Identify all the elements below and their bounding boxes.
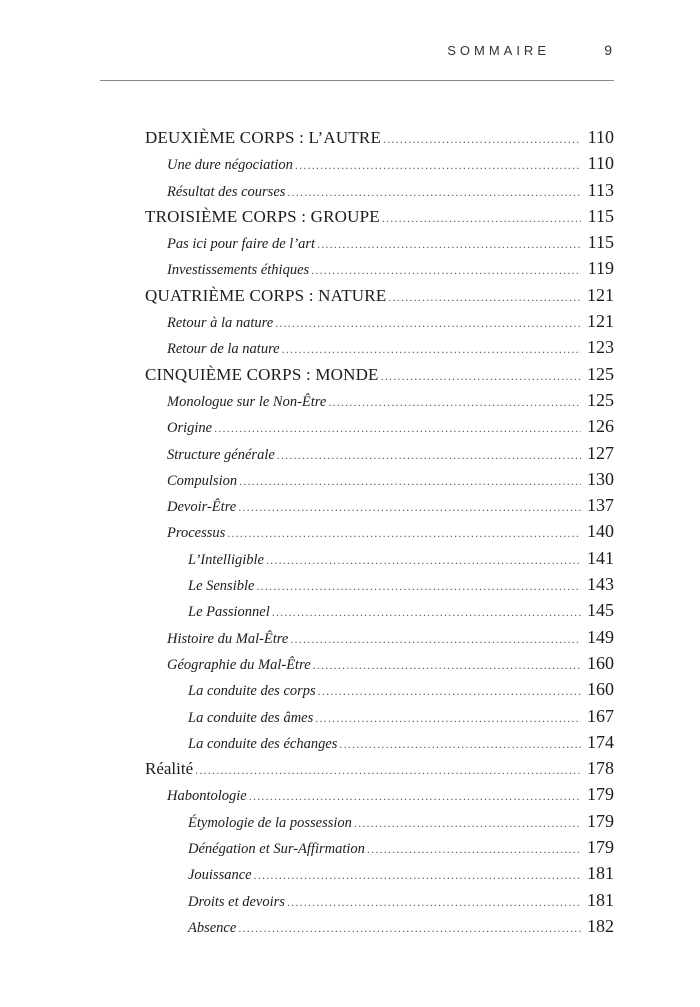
toc-entry-title: Pas ici pour faire de l’art xyxy=(167,236,316,253)
toc-entry-page: 110 xyxy=(587,153,614,174)
dot-leader xyxy=(266,553,581,568)
toc-entry-page: 110 xyxy=(587,127,614,147)
dot-leader xyxy=(388,290,581,305)
toc-entry-page: 167 xyxy=(587,705,614,726)
toc-entry-title: Processus xyxy=(167,525,226,542)
toc-entry-page: 160 xyxy=(587,679,614,700)
toc-entry[interactable] xyxy=(145,285,614,311)
toc-entry[interactable] xyxy=(145,653,614,679)
toc-entry-page: 115 xyxy=(587,232,614,253)
dot-leader xyxy=(315,711,581,726)
toc-entry-page: 179 xyxy=(587,837,614,858)
toc-entry-title: Retour de la nature xyxy=(167,341,280,358)
toc-entry-title: QUATRIÈME CORPS : NATURE xyxy=(145,285,387,305)
dot-leader xyxy=(367,842,581,857)
toc-entry-title: L’Intelligible xyxy=(188,551,264,568)
toc-entry[interactable] xyxy=(145,732,614,758)
toc-entry-page: 127 xyxy=(587,442,614,463)
toc-entry[interactable] xyxy=(145,574,614,600)
toc-entry-title: CINQUIÈME CORPS : MONDE xyxy=(145,364,379,384)
toc-entry-page: 160 xyxy=(587,652,614,673)
toc-entry[interactable] xyxy=(145,548,614,574)
dot-leader xyxy=(295,158,581,173)
toc-entry-title: Devoir-Être xyxy=(167,499,237,516)
dot-leader xyxy=(277,448,581,463)
toc-entry-page: 181 xyxy=(587,863,614,884)
toc-entry[interactable] xyxy=(145,311,614,337)
toc-entry-title: Compulsion xyxy=(167,472,238,489)
dot-leader xyxy=(214,421,581,436)
toc-entry-title: DEUXIÈME CORPS : L’AUTRE xyxy=(145,128,382,147)
toc-entry-page: 130 xyxy=(587,468,614,489)
toc-entry-page: 178 xyxy=(587,758,614,779)
dot-leader xyxy=(227,526,581,541)
toc-entry-title: La conduite des échanges xyxy=(188,735,338,752)
dot-leader xyxy=(381,369,581,384)
table-of-contents xyxy=(145,127,614,942)
toc-entry-page: 143 xyxy=(587,574,614,595)
toc-entry[interactable] xyxy=(145,679,614,705)
toc-entry-page: 126 xyxy=(587,416,614,437)
dot-leader xyxy=(328,395,581,410)
dot-leader xyxy=(249,789,581,804)
toc-entry-title: Histoire du Mal-Être xyxy=(167,630,289,647)
toc-entry-title: Le Sensible xyxy=(188,578,255,595)
toc-entry[interactable] xyxy=(145,206,614,232)
toc-entry[interactable] xyxy=(145,390,614,416)
dot-leader xyxy=(287,895,581,910)
toc-entry-page: 119 xyxy=(587,258,614,279)
toc-entry[interactable] xyxy=(145,469,614,495)
toc-entry[interactable] xyxy=(145,364,614,390)
dot-leader xyxy=(339,737,581,752)
dot-leader xyxy=(383,132,581,147)
toc-entry-title: Retour à la nature xyxy=(167,315,274,332)
dot-leader xyxy=(287,185,581,200)
dot-leader xyxy=(282,342,581,357)
toc-entry-page: 137 xyxy=(587,495,614,516)
dot-leader xyxy=(275,316,581,331)
toc-entry[interactable] xyxy=(145,495,614,521)
toc-entry-page: 149 xyxy=(587,626,614,647)
toc-entry-page: 121 xyxy=(587,311,614,332)
toc-entry[interactable] xyxy=(145,153,614,179)
dot-leader xyxy=(354,816,581,831)
toc-entry-title: La conduite des âmes xyxy=(188,709,314,726)
toc-entry[interactable] xyxy=(145,890,614,916)
toc-entry-title: Investissements éthiques xyxy=(167,262,310,279)
toc-entry-page: 125 xyxy=(587,389,614,410)
toc-entry-page: 113 xyxy=(587,179,614,200)
dot-leader xyxy=(313,658,581,673)
toc-entry-title: Géographie du Mal-Être xyxy=(167,656,311,673)
toc-entry-page: 179 xyxy=(587,784,614,805)
toc-entry-title: Réalité xyxy=(145,759,194,779)
toc-entry[interactable] xyxy=(145,811,614,837)
toc-entry-page: 181 xyxy=(587,889,614,910)
toc-entry[interactable] xyxy=(145,600,614,626)
toc-entry-page: 125 xyxy=(587,363,614,384)
toc-entry-page: 115 xyxy=(587,205,614,226)
toc-entry-page: 182 xyxy=(587,915,614,936)
toc-entry-title: Jouissance xyxy=(188,867,252,884)
toc-entry[interactable] xyxy=(145,837,614,863)
toc-entry-page: 140 xyxy=(587,521,614,542)
toc-entry-title: La conduite des corps xyxy=(188,683,316,700)
dot-leader xyxy=(311,263,581,278)
toc-entry-title: TROISIÈME CORPS : GROUPE xyxy=(145,206,380,226)
toc-entry-title: Résultat des courses xyxy=(167,183,286,200)
toc-entry-title: Absence xyxy=(188,919,237,936)
toc-entry-page: 123 xyxy=(587,337,614,358)
toc-entry-page: 174 xyxy=(587,731,614,752)
toc-entry-title: Habontologie xyxy=(167,788,247,805)
toc-entry-title: Droits et devoirs xyxy=(188,893,285,910)
toc-entry-page: 141 xyxy=(587,547,614,568)
running-header xyxy=(100,40,614,81)
dot-leader xyxy=(239,474,581,489)
dot-leader xyxy=(317,237,581,252)
dot-leader xyxy=(238,921,581,936)
dot-leader xyxy=(382,211,581,226)
toc-entry-page: 121 xyxy=(587,284,614,305)
toc-entry-page: 179 xyxy=(587,810,614,831)
dot-leader xyxy=(318,684,581,699)
toc-entry-title: Structure générale xyxy=(167,446,275,463)
toc-entry[interactable] xyxy=(145,863,614,889)
dot-leader xyxy=(195,763,581,778)
toc-entry-title: Origine xyxy=(167,420,213,437)
toc-entry-page: 145 xyxy=(587,600,614,621)
toc-entry-title: Une dure négociation xyxy=(167,157,293,174)
toc-entry-title: Le Passionnel xyxy=(188,604,270,621)
dot-leader xyxy=(238,500,581,515)
toc-entry[interactable] xyxy=(145,758,614,784)
toc-entry[interactable] xyxy=(145,521,614,547)
dot-leader xyxy=(254,868,581,883)
toc-entry[interactable] xyxy=(145,127,614,153)
toc-entry[interactable] xyxy=(145,706,614,732)
toc-entry[interactable] xyxy=(145,180,614,206)
toc-entry[interactable] xyxy=(145,784,614,810)
dot-leader xyxy=(272,605,581,620)
toc-entry[interactable] xyxy=(145,916,614,942)
dot-leader xyxy=(290,632,581,647)
page-number: 9 xyxy=(604,42,612,58)
dot-leader xyxy=(256,579,581,594)
toc-entry[interactable] xyxy=(145,416,614,442)
toc-entry[interactable] xyxy=(145,627,614,653)
toc-entry[interactable] xyxy=(145,258,614,284)
toc-entry[interactable] xyxy=(145,337,614,363)
toc-entry-title: Étymologie de la possession xyxy=(188,814,352,831)
toc-entry[interactable] xyxy=(145,443,614,469)
toc-entry[interactable] xyxy=(145,232,614,258)
running-title: SOMMAIRE xyxy=(447,43,550,58)
toc-entry-title: Monologue sur le Non-Être xyxy=(167,393,327,410)
toc-entry-title: Dénégation et Sur-Affirmation xyxy=(188,841,365,858)
